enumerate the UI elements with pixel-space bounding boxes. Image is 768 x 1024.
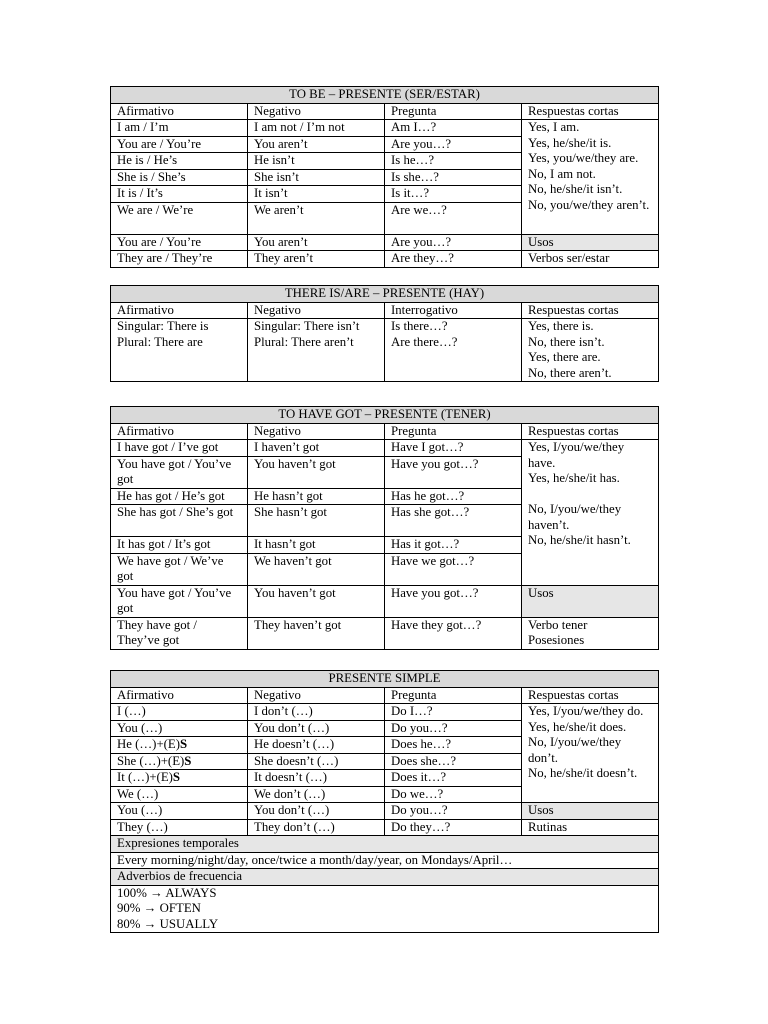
table-title: TO HAVE GOT – PRESENTE (TENER) [111, 407, 659, 424]
s-suffix: S [172, 770, 181, 784]
usos-text: Rutinas [522, 819, 659, 836]
spacer [528, 487, 652, 503]
cell: Do I…? [385, 704, 522, 721]
table-row [111, 319, 659, 382]
answer: No, you/we/they aren’t. [528, 197, 650, 212]
cell: Is she…? [385, 169, 522, 186]
cell: You don’t (…) [248, 803, 385, 820]
usos-text: Verbos ser/estar [522, 251, 659, 268]
cell-line: Are there…? [391, 334, 458, 349]
column-header: Negativo [248, 687, 385, 704]
cell: You aren’t [248, 136, 385, 153]
cell: They aren’t [248, 251, 385, 268]
cell: I am not / I’m not [248, 120, 385, 137]
cell: You have got / You’ve got [111, 456, 248, 488]
cell: It doesn’t (…) [248, 770, 385, 787]
adverbs-list [111, 885, 659, 933]
cell: It has got / It’s got [111, 537, 248, 554]
table-title: PRESENTE SIMPLE [111, 671, 659, 688]
cell: He has got / He’s got [111, 488, 248, 505]
answer: Yes, you/we/they are. [528, 151, 639, 165]
adverb-item: 100% → ALWAYS [117, 885, 217, 900]
cell: Does it…? [385, 770, 522, 787]
cell [111, 753, 248, 770]
answer: No, I/you/we/they haven’t. [528, 502, 622, 532]
there-is-table [110, 285, 659, 382]
column-header: Respuestas cortas [522, 423, 659, 440]
table-row [111, 234, 659, 251]
cell: Has it got…? [385, 537, 522, 554]
short-answers [522, 440, 659, 586]
cell-line: Singular: There is [117, 319, 209, 333]
cell: Has he got…? [385, 488, 522, 505]
present-simple-table [110, 670, 659, 933]
table-row [111, 819, 659, 836]
usos-label: Usos [522, 234, 659, 251]
cell: Have you got…? [385, 585, 522, 617]
answer: Yes, I/you/we/they have. [528, 440, 625, 470]
cell: Have they got…? [385, 617, 522, 649]
cell: You are / You’re [111, 234, 248, 251]
column-header: Pregunta [385, 687, 522, 704]
table-row [111, 617, 659, 649]
cell: Do we…? [385, 786, 522, 803]
cell: It isn’t [248, 186, 385, 203]
table-row [111, 120, 659, 137]
table-row [111, 440, 659, 457]
cell: I have got / I’ve got [111, 440, 248, 457]
cell: She has got / She’s got [111, 505, 248, 537]
cell: They have got / They’ve got [111, 617, 248, 649]
cell: He isn’t [248, 153, 385, 170]
usos-line: Verbo tener [528, 617, 588, 632]
cell: You have got / You’ve got [111, 585, 248, 617]
cell: You haven’t got [248, 585, 385, 617]
cell: He is / He’s [111, 153, 248, 170]
cell: We are / We’re [111, 202, 248, 234]
answer: No, there isn’t. [528, 334, 605, 349]
answer: Yes, there are. [528, 350, 601, 364]
cell: You haven’t got [248, 456, 385, 488]
cell: Am I…? [385, 120, 522, 137]
cell: I am / I’m [111, 120, 248, 137]
column-header: Afirmativo [111, 302, 248, 319]
column-header: Afirmativo [111, 103, 248, 120]
cell: I don’t (…) [248, 704, 385, 721]
column-header: Respuestas cortas [522, 687, 659, 704]
cell: You are / You’re [111, 136, 248, 153]
adverb-item: 80% → USUALLY [117, 916, 219, 931]
cell: Is he…? [385, 153, 522, 170]
to-be-table [110, 86, 659, 268]
adverb-item: 90% → OFTEN [117, 901, 201, 915]
table-row [111, 803, 659, 820]
answer: Yes, there is. [528, 319, 594, 333]
cell: She doesn’t (…) [248, 753, 385, 770]
cell: You (…) [111, 803, 248, 820]
expressions-text: Every morning/night/day, once/twice a month/day/year, on Mondays/April… [111, 852, 659, 869]
answer: No, he/she/it hasn’t. [528, 533, 631, 547]
cell: You don’t (…) [248, 720, 385, 737]
cell: Have you got…? [385, 456, 522, 488]
cell: Are you…? [385, 234, 522, 251]
usos-label: Usos [522, 585, 659, 617]
cell: Do you…? [385, 803, 522, 820]
usos-text [522, 617, 659, 649]
cell: Has she got…? [385, 505, 522, 537]
cell-text: It (…)+(E) [117, 770, 173, 784]
adverbs-title: Adverbios de frecuencia [111, 869, 659, 886]
cell-line: Is there…? [391, 319, 448, 333]
column-header: Negativo [248, 423, 385, 440]
cell: Does he…? [385, 737, 522, 754]
cell-line: Plural: There aren’t [254, 334, 354, 349]
cell [385, 319, 522, 382]
column-header: Negativo [248, 103, 385, 120]
cell: I haven’t got [248, 440, 385, 457]
cell: He hasn’t got [248, 488, 385, 505]
cell-line: Plural: There are [117, 334, 203, 349]
usos-label: Usos [522, 803, 659, 820]
answer: Yes, I/you/we/they do. [528, 704, 644, 718]
answer: No, he/she/it isn’t. [528, 182, 623, 196]
short-answers [522, 319, 659, 382]
cell: She isn’t [248, 169, 385, 186]
answer: Yes, he/she/it is. [528, 135, 612, 150]
cell [111, 737, 248, 754]
column-header: Interrogativo [385, 302, 522, 319]
cell: Have I got…? [385, 440, 522, 457]
cell: We (…) [111, 786, 248, 803]
cell-text: He (…)+(E) [117, 737, 180, 751]
cell [111, 319, 248, 382]
column-header: Afirmativo [111, 687, 248, 704]
cell: They are / They’re [111, 251, 248, 268]
expressions-title: Expresiones temporales [111, 836, 659, 853]
cell: They haven’t got [248, 617, 385, 649]
s-suffix: S [180, 737, 188, 751]
cell: It hasn’t got [248, 537, 385, 554]
answer: No, I/you/we/they don’t. [528, 735, 622, 765]
cell: Do they…? [385, 819, 522, 836]
column-header: Negativo [248, 302, 385, 319]
cell: Are you…? [385, 136, 522, 153]
cell: They (…) [111, 819, 248, 836]
answer: No, he/she/it doesn’t. [528, 766, 638, 780]
cell: We aren’t [248, 202, 385, 234]
usos-line: Posesiones [528, 633, 585, 647]
column-header: Pregunta [385, 423, 522, 440]
cell: I (…) [111, 704, 248, 721]
cell: He doesn’t (…) [248, 737, 385, 754]
cell [248, 319, 385, 382]
cell: Are we…? [385, 202, 522, 234]
answer: Yes, he/she/it does. [528, 719, 627, 734]
cell-line: Singular: There isn’t [254, 319, 360, 333]
s-suffix: S [184, 753, 192, 768]
cell: We have got / We’ve got [111, 553, 248, 585]
cell-text: She (…)+(E) [117, 753, 185, 768]
cell: You (…) [111, 720, 248, 737]
cell: Have we got…? [385, 553, 522, 585]
short-answers [522, 120, 659, 235]
column-header: Respuestas cortas [522, 302, 659, 319]
cell: Does she…? [385, 753, 522, 770]
answer: No, there aren’t. [528, 365, 612, 380]
answer: No, I am not. [528, 166, 596, 181]
answer: Yes, he/she/it has. [528, 471, 620, 485]
column-header: Pregunta [385, 103, 522, 120]
cell: We don’t (…) [248, 786, 385, 803]
cell: You aren’t [248, 234, 385, 251]
cell: They don’t (…) [248, 819, 385, 836]
table-title: TO BE – PRESENTE (SER/ESTAR) [111, 87, 659, 104]
cell: She hasn’t got [248, 505, 385, 537]
have-got-table [110, 406, 659, 650]
cell: We haven’t got [248, 553, 385, 585]
table-title: THERE IS/ARE – PRESENTE (HAY) [111, 286, 659, 303]
table-row [111, 704, 659, 721]
cell [111, 770, 248, 787]
table-row [111, 251, 659, 268]
cell: Are they…? [385, 251, 522, 268]
cell: Is it…? [385, 186, 522, 203]
table-row [111, 585, 659, 617]
cell: She is / She’s [111, 169, 248, 186]
cell: It is / It’s [111, 186, 248, 203]
cell: Do you…? [385, 720, 522, 737]
column-header: Afirmativo [111, 423, 248, 440]
column-header: Respuestas cortas [522, 103, 659, 120]
short-answers [522, 704, 659, 803]
answer: Yes, I am. [528, 120, 580, 134]
